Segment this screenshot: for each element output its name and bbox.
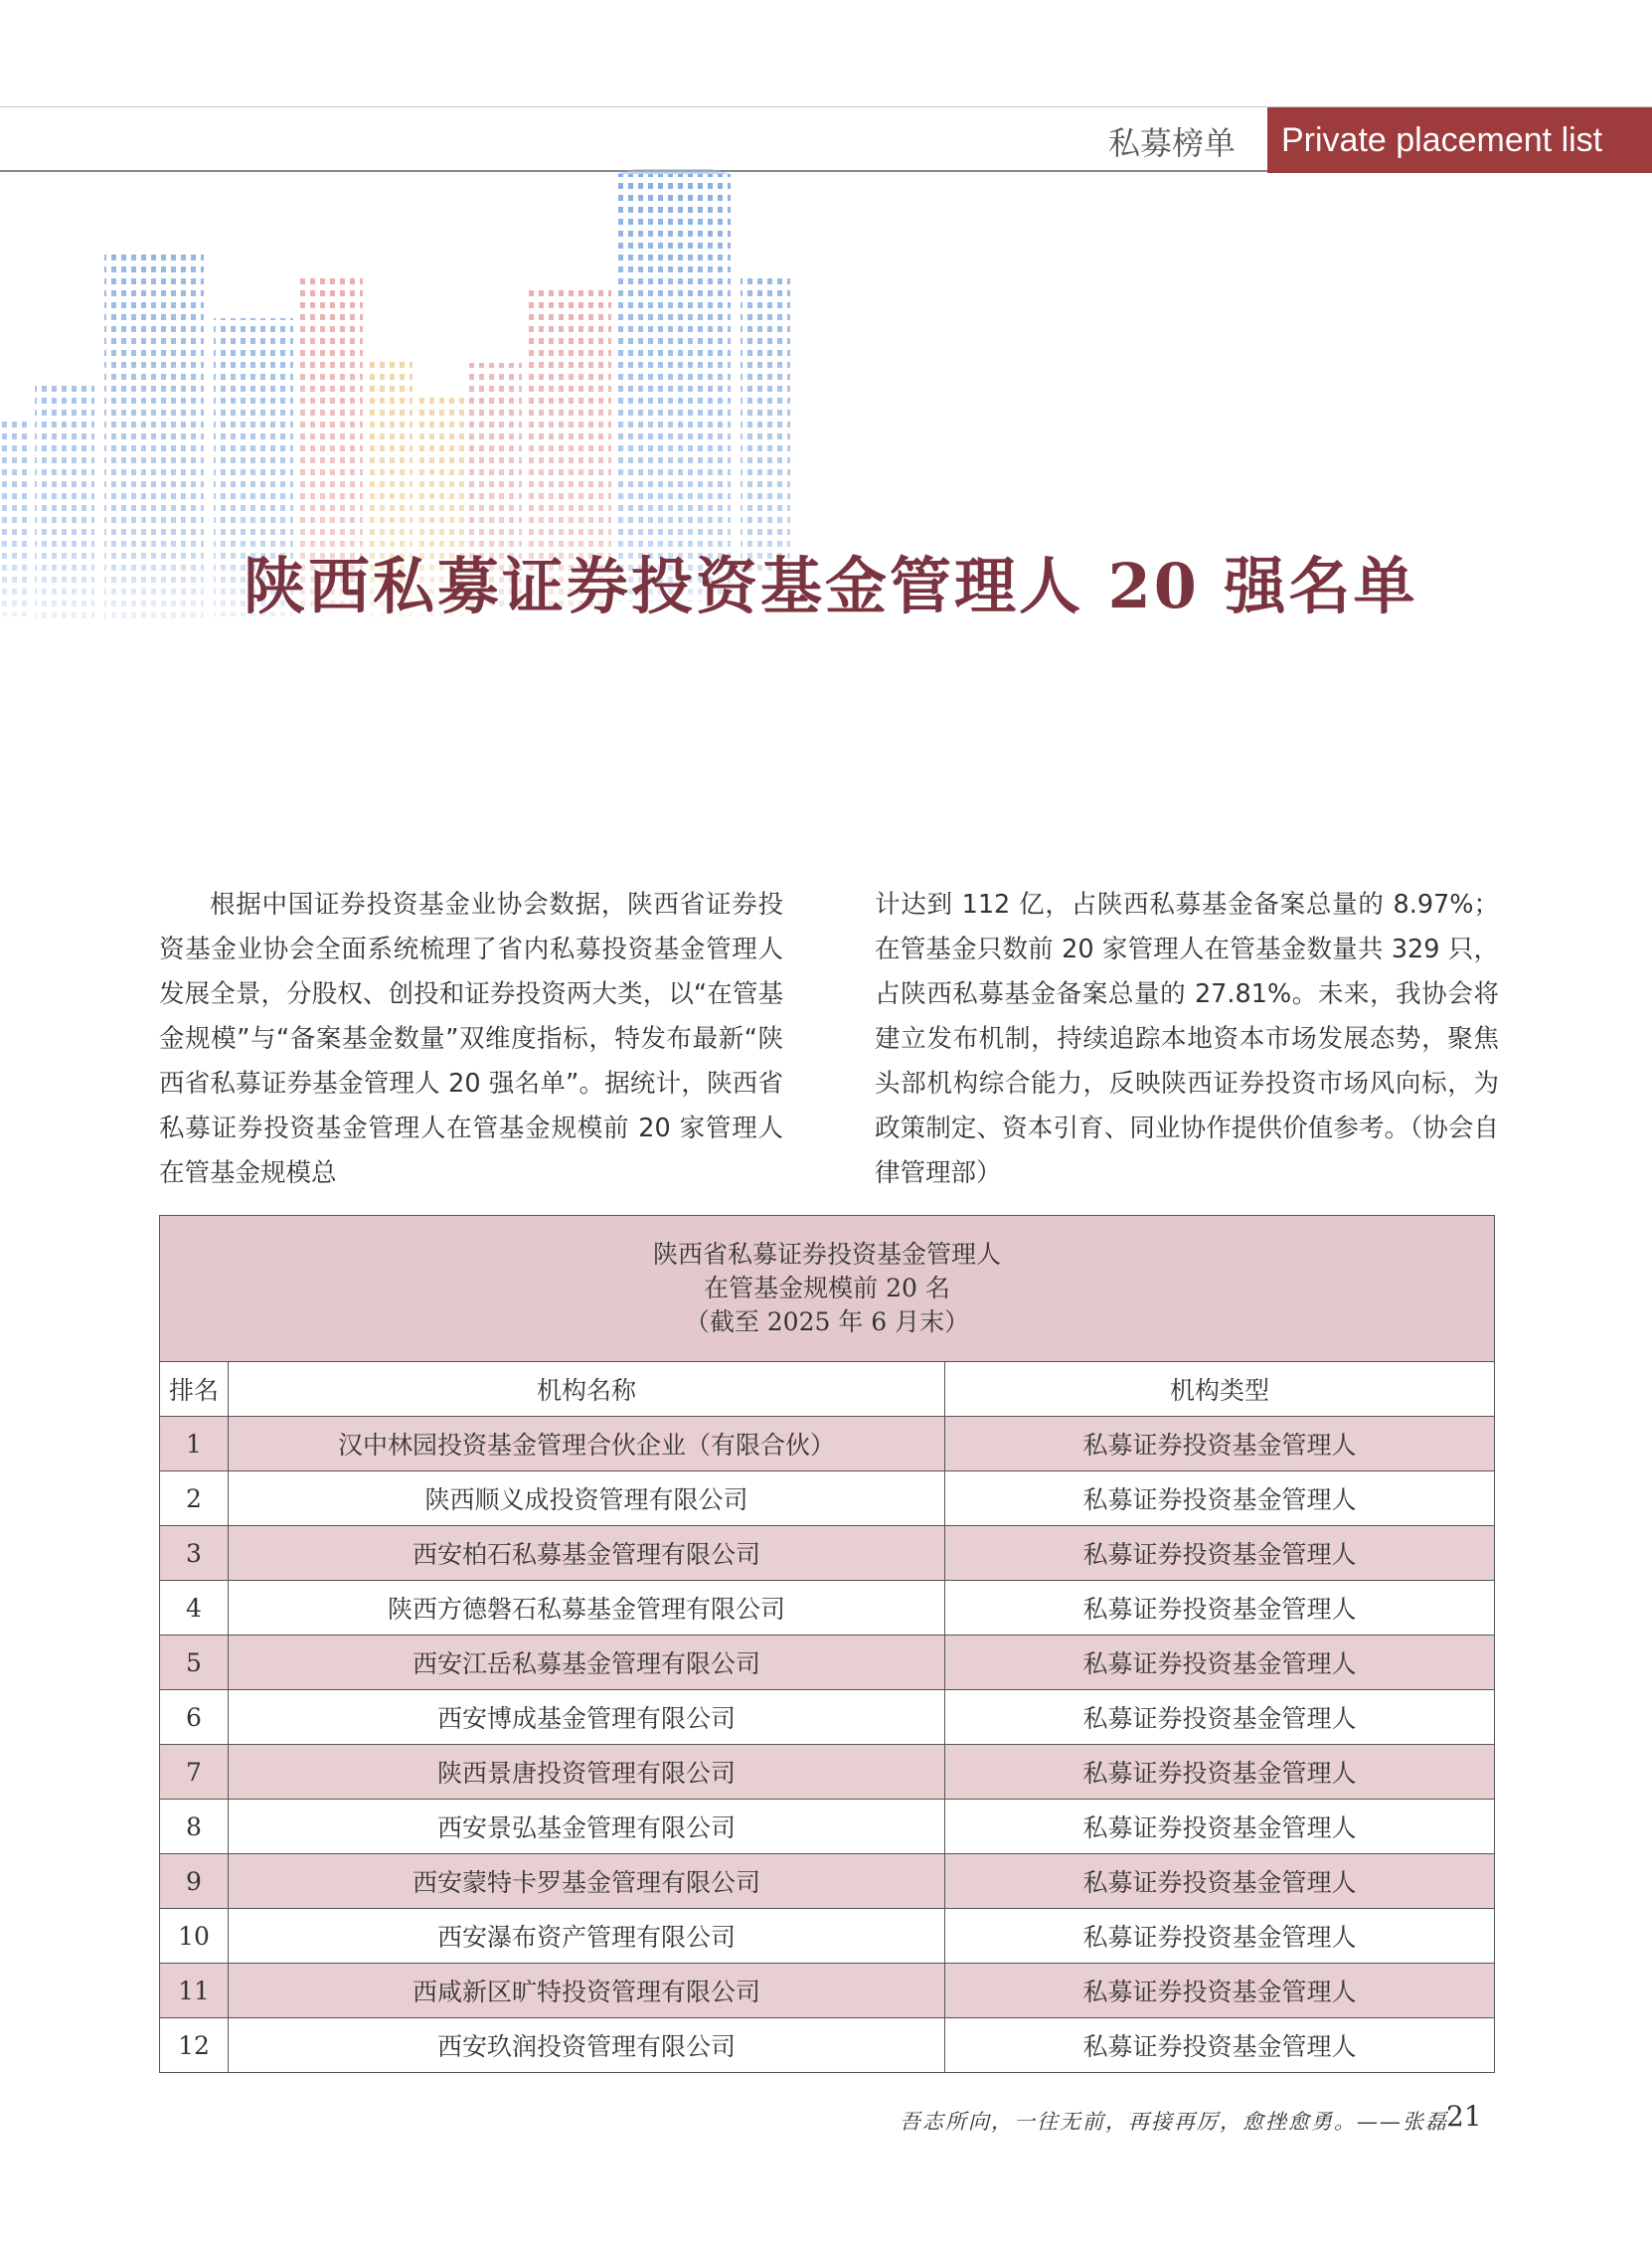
table-row	[160, 1526, 1495, 1581]
cell-name: 西安蒙特卡罗基金管理有限公司	[229, 1854, 945, 1909]
table-row	[160, 1690, 1495, 1745]
cell-type: 私募证券投资基金管理人	[945, 1690, 1495, 1745]
intro-paragraph-right	[875, 883, 1499, 1196]
cell-name: 西安玖润投资管理有限公司	[229, 2018, 945, 2073]
cell-rank: 3	[160, 1526, 229, 1581]
page-number: 21	[1446, 2100, 1482, 2133]
intro-left-text: 根据中国证券投资基金业协会数据，陕西省证券投资基金业协会全面系统梳理了省内私募投资基金管理人发展全景，分股权、创投和证券投资两大类，以“在管基金规模”与“备案基金数量”双维度指标，特发布最新“陕西省私募证券基金管理人 20 强名单”。据统计，陕西省私募证券投资基金管理人在管基金规模前 20 家管理人在管基金规模总	[159, 890, 783, 1188]
cell-rank: 10	[160, 1909, 229, 1964]
cell-rank: 5	[160, 1636, 229, 1690]
table-caption	[160, 1216, 1495, 1362]
cell-rank: 8	[160, 1800, 229, 1854]
cell-type: 私募证券投资基金管理人	[945, 1909, 1495, 1964]
section-label-cn: 私募榜单	[1108, 124, 1237, 162]
cell-rank: 9	[160, 1854, 229, 1909]
caption-line-2: 在管基金规模前 20 名	[704, 1274, 950, 1302]
table-row	[160, 2018, 1495, 2073]
cell-type: 私募证券投资基金管理人	[945, 1964, 1495, 2018]
intro-paragraph-left	[159, 883, 783, 1196]
caption-line-3: （截至 2025 年 6 月末）	[684, 1307, 970, 1336]
footer-quote: 吾志所向，一往无前，再接再厉，愈挫愈勇。——张磊	[900, 2110, 1448, 2134]
cell-type: 私募证券投资基金管理人	[945, 1745, 1495, 1800]
cell-type: 私募证券投资基金管理人	[945, 1636, 1495, 1690]
table-row	[160, 1745, 1495, 1800]
table-row	[160, 1636, 1495, 1690]
cell-name: 西安瀑布资产管理有限公司	[229, 1909, 945, 1964]
table-header-row	[160, 1362, 1495, 1417]
header-rank: 排名	[160, 1362, 229, 1417]
cell-name: 西安景弘基金管理有限公司	[229, 1800, 945, 1854]
table-row	[160, 1471, 1495, 1526]
top20-table	[159, 1215, 1495, 2073]
cell-rank: 7	[160, 1745, 229, 1800]
cell-type: 私募证券投资基金管理人	[945, 1417, 1495, 1471]
cell-rank: 11	[160, 1964, 229, 2018]
article-signature: （协会自律管理部）	[875, 1114, 1499, 1188]
table-row	[160, 1964, 1495, 2018]
header-name: 机构名称	[229, 1362, 945, 1417]
cell-rank: 12	[160, 2018, 229, 2073]
table-row	[160, 1854, 1495, 1909]
article-title: 陕西私募证券投资基金管理人 20 强名单	[244, 550, 1418, 622]
table-row	[160, 1800, 1495, 1854]
cell-type: 私募证券投资基金管理人	[945, 1471, 1495, 1526]
cell-type: 私募证券投资基金管理人	[945, 2018, 1495, 2073]
cell-name: 西安江岳私募基金管理有限公司	[229, 1636, 945, 1690]
table-row	[160, 1909, 1495, 1964]
cell-name: 西安博成基金管理有限公司	[229, 1690, 945, 1745]
cell-rank: 6	[160, 1690, 229, 1745]
cell-type: 私募证券投资基金管理人	[945, 1526, 1495, 1581]
cell-name: 西安柏石私募基金管理有限公司	[229, 1526, 945, 1581]
cell-name: 汉中林园投资基金管理合伙企业（有限合伙）	[229, 1417, 945, 1471]
cell-name: 西咸新区旷特投资管理有限公司	[229, 1964, 945, 2018]
intro-right-text: 计达到 112 亿，占陕西私募基金备案总量的 8.97%；在管基金只数前 20 家管理人在管基金数量共 329 只，占陕西私募基金备案总量的 27.81%。未来，我协会将建立发布机制，持续追踪本地资本市场发展态势，聚焦头部机构综合能力，反映陕西证券投资市场风向标，为政策制定、资本引育、同业协作提供价值参考。	[875, 890, 1499, 1143]
cell-rank: 4	[160, 1581, 229, 1636]
cell-rank: 2	[160, 1471, 229, 1526]
table-caption-row	[160, 1216, 1495, 1362]
cell-type: 私募证券投资基金管理人	[945, 1854, 1495, 1909]
section-label-en: Private placement list	[1267, 107, 1652, 173]
cell-name: 陕西顺义成投资管理有限公司	[229, 1471, 945, 1526]
cell-name: 陕西景唐投资管理有限公司	[229, 1745, 945, 1800]
cell-rank: 1	[160, 1417, 229, 1471]
header-type: 机构类型	[945, 1362, 1495, 1417]
table-row	[160, 1581, 1495, 1636]
cell-type: 私募证券投资基金管理人	[945, 1581, 1495, 1636]
cell-name: 陕西方德磐石私募基金管理有限公司	[229, 1581, 945, 1636]
table-row	[160, 1417, 1495, 1471]
cell-type: 私募证券投资基金管理人	[945, 1800, 1495, 1854]
caption-line-1: 陕西省私募证券投资基金管理人	[652, 1240, 1001, 1269]
